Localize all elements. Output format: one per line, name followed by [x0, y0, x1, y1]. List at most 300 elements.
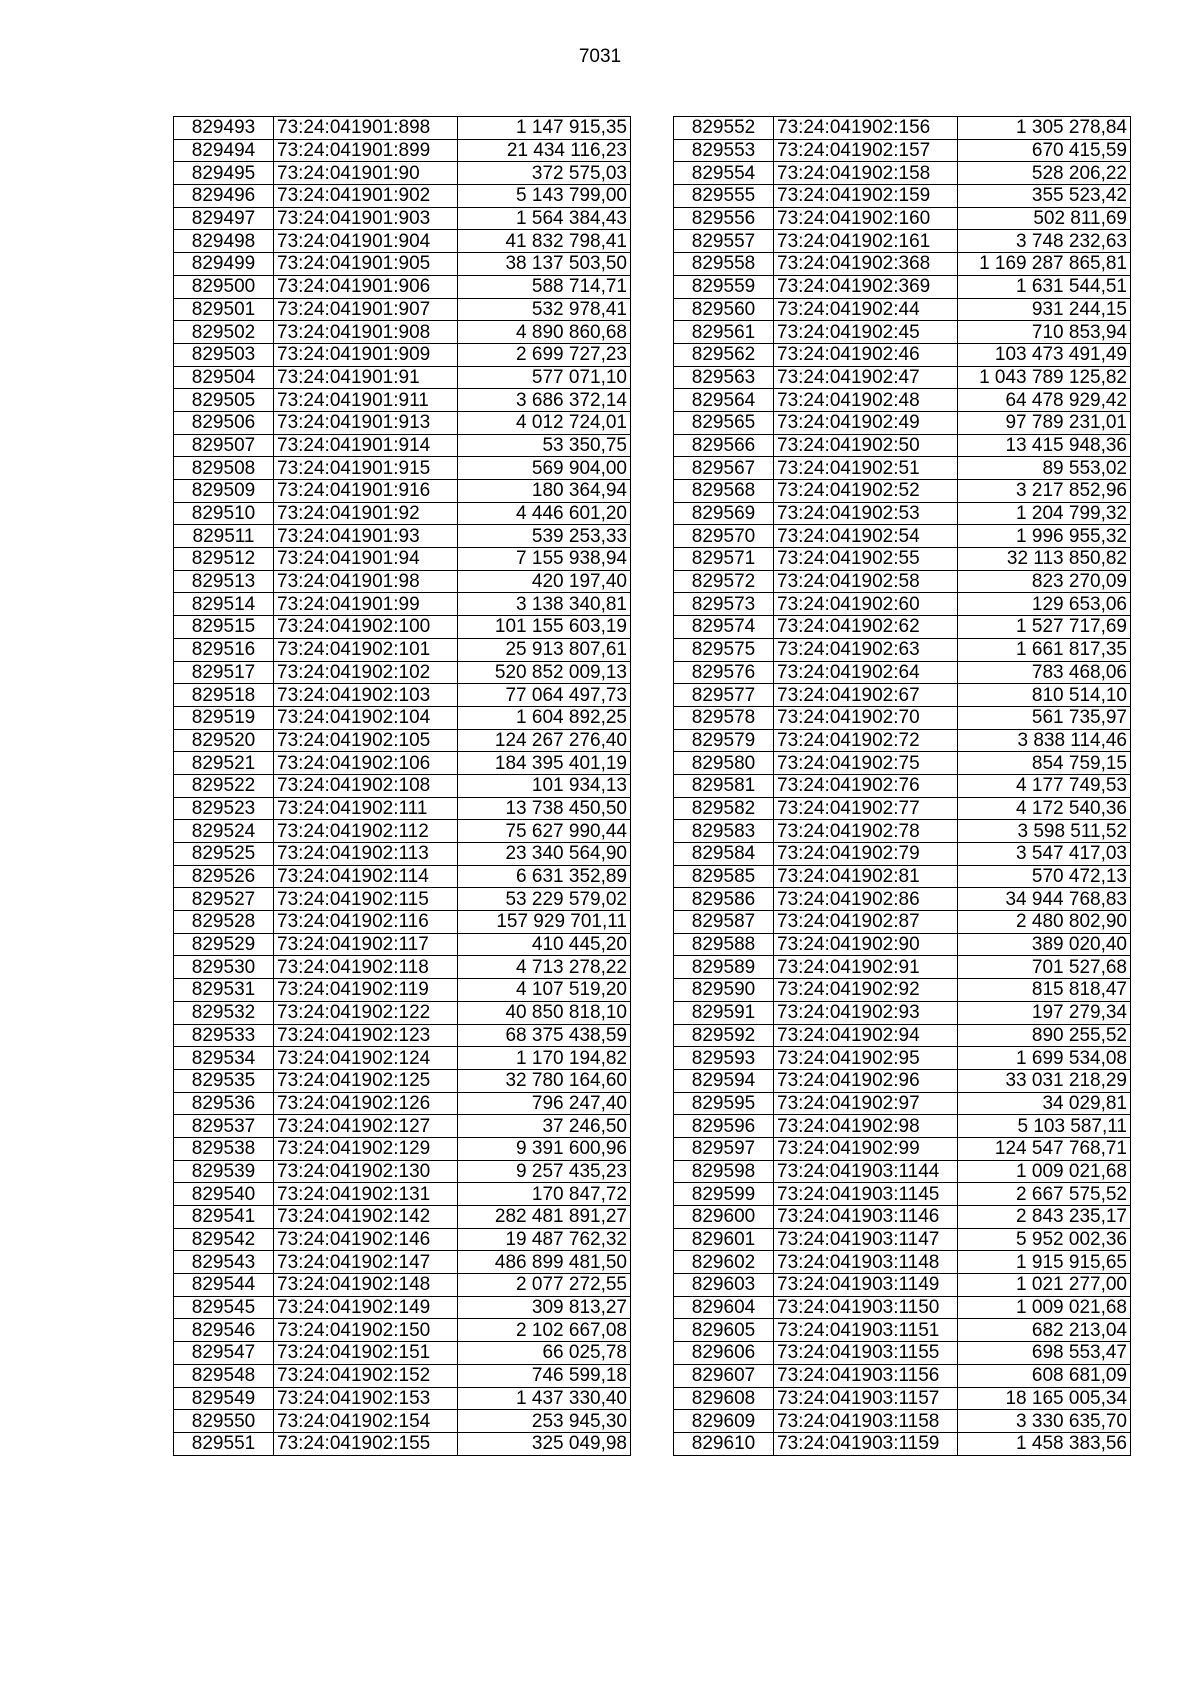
cadastral-number: 73:24:041902:111 — [274, 797, 458, 820]
cadastral-number: 73:24:041902:113 — [274, 843, 458, 866]
table-row — [174, 1001, 631, 1024]
cadastral-value: 810 514,10 — [958, 684, 1131, 707]
row-number: 829504 — [174, 366, 274, 389]
row-number: 829529 — [174, 933, 274, 956]
cadastral-value: 37 246,50 — [458, 1115, 631, 1138]
row-number: 829523 — [174, 797, 274, 820]
cadastral-value: 1 009 021,68 — [958, 1160, 1131, 1183]
table-row — [674, 638, 1131, 661]
row-number: 829603 — [674, 1274, 774, 1297]
table-row — [174, 752, 631, 775]
right-register-body — [674, 117, 1131, 1456]
table-row — [674, 1387, 1131, 1410]
cadastral-value: 4 012 724,01 — [458, 411, 631, 434]
cadastral-number: 73:24:041902:44 — [774, 298, 958, 321]
cadastral-value: 75 627 990,44 — [458, 820, 631, 843]
row-number: 829501 — [174, 298, 274, 321]
cadastral-number: 73:24:041902:81 — [774, 865, 958, 888]
row-number: 829540 — [174, 1183, 274, 1206]
cadastral-value: 33 031 218,29 — [958, 1069, 1131, 1092]
cadastral-number: 73:24:041901:909 — [274, 343, 458, 366]
table-row — [174, 865, 631, 888]
row-number: 829524 — [174, 820, 274, 843]
cadastral-value: 4 107 519,20 — [458, 979, 631, 1002]
table-row — [674, 1410, 1131, 1433]
cadastral-number: 73:24:041902:114 — [274, 865, 458, 888]
cadastral-number: 73:24:041902:129 — [274, 1137, 458, 1160]
cadastral-number: 73:24:041902:46 — [774, 343, 958, 366]
cadastral-number: 73:24:041902:125 — [274, 1069, 458, 1092]
row-number: 829542 — [174, 1228, 274, 1251]
cadastral-number: 73:24:041901:91 — [274, 366, 458, 389]
table-row — [674, 616, 1131, 639]
table-row — [674, 1137, 1131, 1160]
row-number: 829556 — [674, 207, 774, 230]
cadastral-number: 73:24:041902:124 — [274, 1047, 458, 1070]
cadastral-value: 2 699 727,23 — [458, 343, 631, 366]
cadastral-value: 89 553,02 — [958, 457, 1131, 480]
table-row — [174, 888, 631, 911]
row-number: 829531 — [174, 979, 274, 1002]
table-row — [674, 956, 1131, 979]
table-row — [174, 1251, 631, 1274]
cadastral-value: 569 904,00 — [458, 457, 631, 480]
cadastral-value: 1 996 955,32 — [958, 525, 1131, 548]
table-row — [674, 593, 1131, 616]
cadastral-value: 682 213,04 — [958, 1319, 1131, 1342]
cadastral-number: 73:24:041901:92 — [274, 502, 458, 525]
row-number: 829534 — [174, 1047, 274, 1070]
cadastral-value: 53 350,75 — [458, 434, 631, 457]
row-number: 829570 — [674, 525, 774, 548]
row-number: 829535 — [174, 1069, 274, 1092]
table-row — [674, 548, 1131, 571]
row-number: 829521 — [174, 752, 274, 775]
cadastral-value: 2 077 272,55 — [458, 1274, 631, 1297]
cadastral-value: 3 547 417,03 — [958, 843, 1131, 866]
row-number: 829592 — [674, 1024, 774, 1047]
row-number: 829498 — [174, 230, 274, 253]
table-row — [674, 139, 1131, 162]
cadastral-number: 73:24:041902:52 — [774, 480, 958, 503]
row-number: 829565 — [674, 411, 774, 434]
table-row — [674, 1183, 1131, 1206]
row-number: 829549 — [174, 1387, 274, 1410]
cadastral-value: 2 102 667,08 — [458, 1319, 631, 1342]
table-row — [674, 570, 1131, 593]
row-number: 829536 — [174, 1092, 274, 1115]
row-number: 829604 — [674, 1296, 774, 1319]
table-row — [674, 1342, 1131, 1365]
cadastral-number: 73:24:041902:159 — [774, 185, 958, 208]
row-number: 829564 — [674, 389, 774, 412]
cadastral-value: 746 599,18 — [458, 1364, 631, 1387]
cadastral-value: 157 929 701,11 — [458, 911, 631, 934]
cadastral-number: 73:24:041902:58 — [774, 570, 958, 593]
table-row — [174, 1024, 631, 1047]
row-number: 829528 — [174, 911, 274, 934]
cadastral-value: 1 169 287 865,81 — [958, 253, 1131, 276]
cadastral-value: 5 103 587,11 — [958, 1115, 1131, 1138]
table-row — [674, 1251, 1131, 1274]
row-number: 829608 — [674, 1387, 774, 1410]
cadastral-value: 9 391 600,96 — [458, 1137, 631, 1160]
cadastral-number: 73:24:041902:158 — [774, 162, 958, 185]
cadastral-number: 73:24:041902:93 — [774, 1001, 958, 1024]
row-number: 829494 — [174, 139, 274, 162]
cadastral-value: 3 838 114,46 — [958, 729, 1131, 752]
table-row — [174, 1319, 631, 1342]
cadastral-number: 73:24:041902:122 — [274, 1001, 458, 1024]
row-number: 829588 — [674, 933, 774, 956]
table-row — [174, 1069, 631, 1092]
cadastral-value: 184 395 401,19 — [458, 752, 631, 775]
row-number: 829597 — [674, 1137, 774, 1160]
table-row — [174, 616, 631, 639]
cadastral-number: 73:24:041901:93 — [274, 525, 458, 548]
table-row — [174, 548, 631, 571]
cadastral-number: 73:24:041901:899 — [274, 139, 458, 162]
table-row — [174, 162, 631, 185]
cadastral-number: 73:24:041902:119 — [274, 979, 458, 1002]
table-row — [674, 411, 1131, 434]
row-number: 829585 — [674, 865, 774, 888]
cadastral-number: 73:24:041902:76 — [774, 774, 958, 797]
row-number: 829516 — [174, 638, 274, 661]
cadastral-number: 73:24:041902:131 — [274, 1183, 458, 1206]
row-number: 829522 — [174, 774, 274, 797]
row-number: 829546 — [174, 1319, 274, 1342]
cadastral-number: 73:24:041902:45 — [774, 321, 958, 344]
table-row — [174, 117, 631, 140]
table-row — [174, 1274, 631, 1297]
row-number: 829533 — [174, 1024, 274, 1047]
row-number: 829497 — [174, 207, 274, 230]
cadastral-value: 561 735,97 — [958, 706, 1131, 729]
table-row — [174, 502, 631, 525]
cadastral-number: 73:24:041903:1157 — [774, 1387, 958, 1410]
table-row — [674, 1228, 1131, 1251]
cadastral-number: 73:24:041902:102 — [274, 661, 458, 684]
table-row — [174, 1296, 631, 1319]
row-number: 829518 — [174, 684, 274, 707]
cadastral-value: 3 138 340,81 — [458, 593, 631, 616]
table-row — [174, 253, 631, 276]
cadastral-number: 73:24:041902:49 — [774, 411, 958, 434]
row-number: 829505 — [174, 389, 274, 412]
row-number: 829591 — [674, 1001, 774, 1024]
table-row — [674, 1115, 1131, 1138]
table-row — [174, 1387, 631, 1410]
cadastral-value: 520 852 009,13 — [458, 661, 631, 684]
cadastral-value: 486 899 481,50 — [458, 1251, 631, 1274]
row-number: 829571 — [674, 548, 774, 571]
cadastral-number: 73:24:041902:96 — [774, 1069, 958, 1092]
table-row — [674, 230, 1131, 253]
cadastral-value: 3 686 372,14 — [458, 389, 631, 412]
cadastral-value: 1 631 544,51 — [958, 275, 1131, 298]
table-row — [674, 185, 1131, 208]
row-number: 829530 — [174, 956, 274, 979]
row-number: 829527 — [174, 888, 274, 911]
cadastral-number: 73:24:041901:94 — [274, 548, 458, 571]
cadastral-number: 73:24:041902:368 — [774, 253, 958, 276]
row-number: 829506 — [174, 411, 274, 434]
cadastral-value: 420 197,40 — [458, 570, 631, 593]
table-row — [174, 706, 631, 729]
cadastral-number: 73:24:041902:150 — [274, 1319, 458, 1342]
cadastral-number: 73:24:041902:90 — [774, 933, 958, 956]
cadastral-value: 41 832 798,41 — [458, 230, 631, 253]
cadastral-number: 73:24:041902:115 — [274, 888, 458, 911]
table-row — [674, 525, 1131, 548]
cadastral-number: 73:24:041902:152 — [274, 1364, 458, 1387]
row-number: 829567 — [674, 457, 774, 480]
cadastral-number: 73:24:041902:63 — [774, 638, 958, 661]
row-number: 829558 — [674, 253, 774, 276]
row-number: 829577 — [674, 684, 774, 707]
row-number: 829515 — [174, 616, 274, 639]
cadastral-value: 101 934,13 — [458, 774, 631, 797]
cadastral-value: 7 155 938,94 — [458, 548, 631, 571]
cadastral-value: 32 780 164,60 — [458, 1069, 631, 1092]
row-number: 829562 — [674, 343, 774, 366]
table-row — [674, 1092, 1131, 1115]
cadastral-number: 73:24:041902:149 — [274, 1296, 458, 1319]
cadastral-number: 73:24:041902:62 — [774, 616, 958, 639]
table-row — [674, 434, 1131, 457]
row-number: 829511 — [174, 525, 274, 548]
row-number: 829593 — [674, 1047, 774, 1070]
cadastral-number: 73:24:041902:154 — [274, 1410, 458, 1433]
table-row — [674, 1274, 1131, 1297]
table-row — [674, 275, 1131, 298]
table-row — [174, 1115, 631, 1138]
table-row — [674, 298, 1131, 321]
cadastral-value: 823 270,09 — [958, 570, 1131, 593]
table-row — [674, 343, 1131, 366]
cadastral-number: 73:24:041902:369 — [774, 275, 958, 298]
cadastral-number: 73:24:041902:117 — [274, 933, 458, 956]
row-number: 829569 — [674, 502, 774, 525]
table-row — [174, 185, 631, 208]
row-number: 829502 — [174, 321, 274, 344]
table-row — [174, 275, 631, 298]
row-number: 829587 — [674, 911, 774, 934]
row-number: 829552 — [674, 117, 774, 140]
cadastral-number: 73:24:041901:908 — [274, 321, 458, 344]
cadastral-value: 180 364,94 — [458, 480, 631, 503]
cadastral-number: 73:24:041902:101 — [274, 638, 458, 661]
row-number: 829519 — [174, 706, 274, 729]
cadastral-number: 73:24:041902:72 — [774, 729, 958, 752]
cadastral-value: 1 305 278,84 — [958, 117, 1131, 140]
row-number: 829610 — [674, 1432, 774, 1455]
row-number: 829584 — [674, 843, 774, 866]
cadastral-value: 3 330 635,70 — [958, 1410, 1131, 1433]
cadastral-value: 34 029,81 — [958, 1092, 1131, 1115]
cadastral-value: 890 255,52 — [958, 1024, 1131, 1047]
row-number: 829507 — [174, 434, 274, 457]
table-row — [674, 706, 1131, 729]
table-row — [174, 979, 631, 1002]
cadastral-number: 73:24:041902:153 — [274, 1387, 458, 1410]
row-number: 829550 — [174, 1410, 274, 1433]
cadastral-value: 815 818,47 — [958, 979, 1131, 1002]
cadastral-number: 73:24:041902:155 — [274, 1432, 458, 1455]
cadastral-number: 73:24:041901:904 — [274, 230, 458, 253]
cadastral-value: 32 113 850,82 — [958, 548, 1131, 571]
table-row — [674, 865, 1131, 888]
cadastral-number: 73:24:041902:54 — [774, 525, 958, 548]
cadastral-value: 1 009 021,68 — [958, 1296, 1131, 1319]
cadastral-value: 53 229 579,02 — [458, 888, 631, 911]
row-number: 829589 — [674, 956, 774, 979]
cadastral-value: 23 340 564,90 — [458, 843, 631, 866]
cadastral-number: 73:24:041901:915 — [274, 457, 458, 480]
cadastral-value: 1 437 330,40 — [458, 1387, 631, 1410]
cadastral-value: 1 527 717,69 — [958, 616, 1131, 639]
table-row — [174, 1092, 631, 1115]
cadastral-value: 570 472,13 — [958, 865, 1131, 888]
table-row — [174, 457, 631, 480]
row-number: 829600 — [674, 1206, 774, 1229]
row-number: 829543 — [174, 1251, 274, 1274]
cadastral-number: 73:24:041902:67 — [774, 684, 958, 707]
cadastral-number: 73:24:041903:1149 — [774, 1274, 958, 1297]
cadastral-number: 73:24:041902:86 — [774, 888, 958, 911]
table-row — [174, 820, 631, 843]
cadastral-number: 73:24:041902:70 — [774, 706, 958, 729]
table-row — [174, 661, 631, 684]
cadastral-value: 389 020,40 — [958, 933, 1131, 956]
cadastral-value: 3 217 852,96 — [958, 480, 1131, 503]
cadastral-value: 38 137 503,50 — [458, 253, 631, 276]
cadastral-value: 701 527,68 — [958, 956, 1131, 979]
table-row — [674, 1047, 1131, 1070]
cadastral-number: 73:24:041901:916 — [274, 480, 458, 503]
cadastral-number: 73:24:041902:161 — [774, 230, 958, 253]
row-number: 829525 — [174, 843, 274, 866]
cadastral-number: 73:24:041902:118 — [274, 956, 458, 979]
cadastral-value: 4 172 540,36 — [958, 797, 1131, 820]
cadastral-value: 129 653,06 — [958, 593, 1131, 616]
cadastral-value: 2 667 575,52 — [958, 1183, 1131, 1206]
cadastral-number: 73:24:041903:1159 — [774, 1432, 958, 1455]
table-row — [674, 729, 1131, 752]
row-number: 829532 — [174, 1001, 274, 1024]
table-row — [174, 298, 631, 321]
cadastral-value: 21 434 116,23 — [458, 139, 631, 162]
row-number: 829607 — [674, 1364, 774, 1387]
cadastral-value: 4 446 601,20 — [458, 502, 631, 525]
table-row — [674, 888, 1131, 911]
table-row — [674, 979, 1131, 1002]
cadastral-number: 73:24:041903:1156 — [774, 1364, 958, 1387]
row-number: 829560 — [674, 298, 774, 321]
row-number: 829563 — [674, 366, 774, 389]
table-row — [674, 253, 1131, 276]
cadastral-number: 73:24:041903:1148 — [774, 1251, 958, 1274]
table-row — [674, 774, 1131, 797]
table-row — [174, 933, 631, 956]
cadastral-number: 73:24:041902:160 — [774, 207, 958, 230]
cadastral-number: 73:24:041901:898 — [274, 117, 458, 140]
cadastral-number: 73:24:041902:116 — [274, 911, 458, 934]
table-row — [174, 343, 631, 366]
cadastral-number: 73:24:041901:907 — [274, 298, 458, 321]
table-row — [174, 1160, 631, 1183]
cadastral-value: 528 206,22 — [958, 162, 1131, 185]
row-number: 829554 — [674, 162, 774, 185]
cadastral-value: 854 759,15 — [958, 752, 1131, 775]
cadastral-number: 73:24:041902:98 — [774, 1115, 958, 1138]
row-number: 829596 — [674, 1115, 774, 1138]
cadastral-value: 1 564 384,43 — [458, 207, 631, 230]
table-row — [674, 820, 1131, 843]
cadastral-value: 5 143 799,00 — [458, 185, 631, 208]
cadastral-value: 5 952 002,36 — [958, 1228, 1131, 1251]
cadastral-value: 372 575,03 — [458, 162, 631, 185]
table-row — [174, 411, 631, 434]
table-row — [674, 1319, 1131, 1342]
table-row — [674, 366, 1131, 389]
cadastral-value: 1 170 194,82 — [458, 1047, 631, 1070]
table-row — [674, 162, 1131, 185]
cadastral-value: 608 681,09 — [958, 1364, 1131, 1387]
cadastral-number: 73:24:041903:1145 — [774, 1183, 958, 1206]
table-row — [674, 684, 1131, 707]
table-row — [174, 843, 631, 866]
table-row — [174, 729, 631, 752]
table-row — [674, 1364, 1131, 1387]
cadastral-value: 309 813,27 — [458, 1296, 631, 1319]
row-number: 829538 — [174, 1137, 274, 1160]
cadastral-value: 783 468,06 — [958, 661, 1131, 684]
table-row — [674, 389, 1131, 412]
table-row — [674, 1206, 1131, 1229]
cadastral-number: 73:24:041902:97 — [774, 1092, 958, 1115]
table-row — [174, 1047, 631, 1070]
row-number: 829606 — [674, 1342, 774, 1365]
row-number: 829583 — [674, 820, 774, 843]
cadastral-value: 1 021 277,00 — [958, 1274, 1131, 1297]
cadastral-number: 73:24:041903:1147 — [774, 1228, 958, 1251]
table-row — [174, 480, 631, 503]
row-number: 829576 — [674, 661, 774, 684]
table-row — [674, 207, 1131, 230]
cadastral-number: 73:24:041903:1146 — [774, 1206, 958, 1229]
table-row — [174, 1364, 631, 1387]
table-row — [174, 230, 631, 253]
row-number: 829602 — [674, 1251, 774, 1274]
table-row — [174, 1137, 631, 1160]
row-number: 829541 — [174, 1206, 274, 1229]
table-row — [674, 1024, 1131, 1047]
cadastral-value: 124 547 768,71 — [958, 1137, 1131, 1160]
row-number: 829575 — [674, 638, 774, 661]
cadastral-value: 1 915 915,65 — [958, 1251, 1131, 1274]
cadastral-value: 97 789 231,01 — [958, 411, 1131, 434]
row-number: 829609 — [674, 1410, 774, 1433]
cadastral-number: 73:24:041901:911 — [274, 389, 458, 412]
table-row — [174, 956, 631, 979]
row-number: 829517 — [174, 661, 274, 684]
cadastral-value: 931 244,15 — [958, 298, 1131, 321]
table-row — [174, 525, 631, 548]
row-number: 829509 — [174, 480, 274, 503]
table-row — [674, 1432, 1131, 1455]
